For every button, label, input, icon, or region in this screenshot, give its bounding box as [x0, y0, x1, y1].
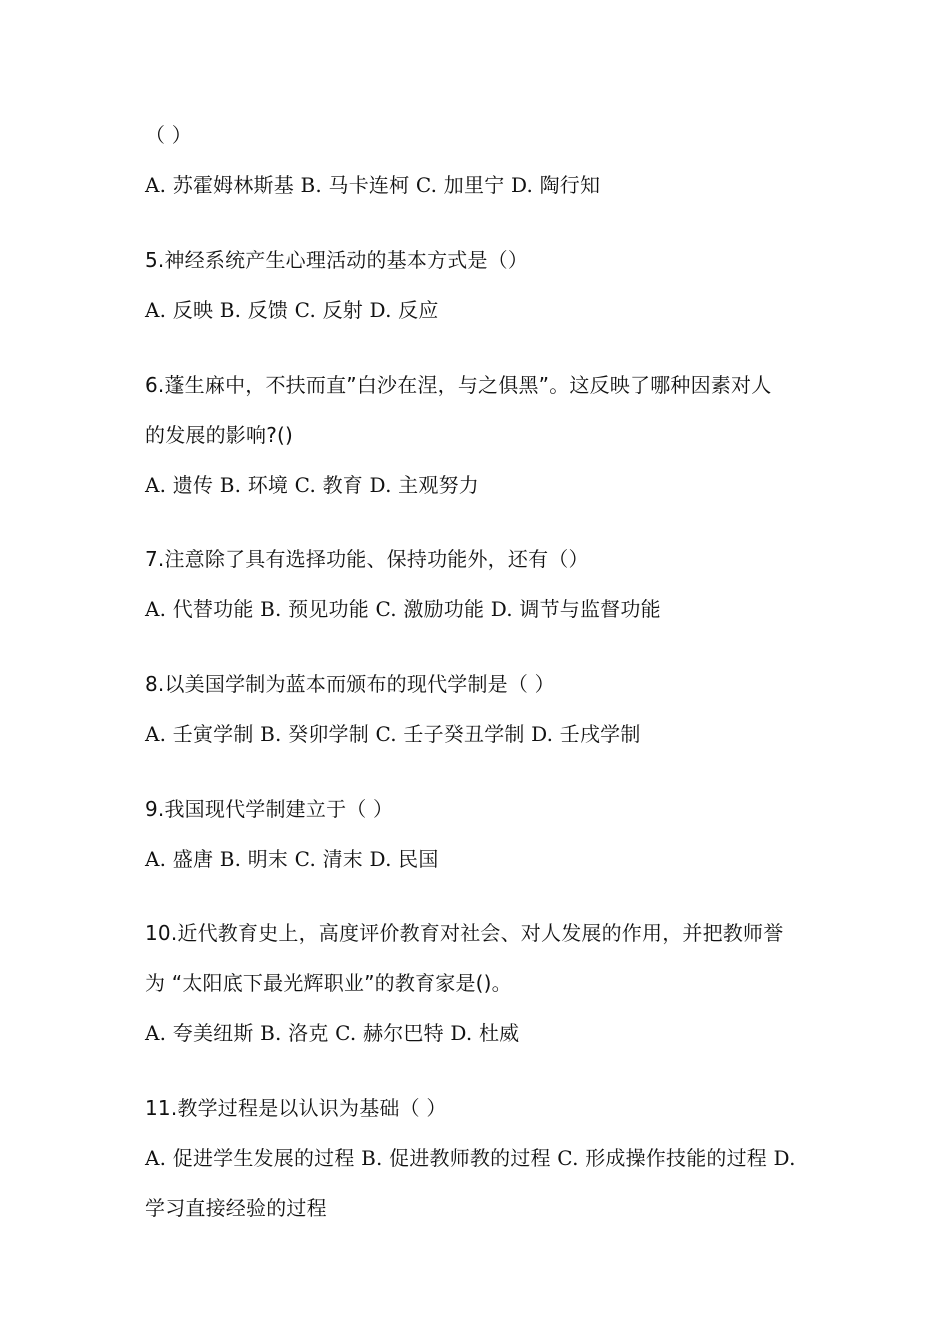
q6-stem-line-1: 6.蓬生麻中，不扶而直”白沙在涅，与之俱黑”。这反映了哪种因素对人 [145, 373, 772, 397]
q6-stem-line-2: 的发展的影响?() [145, 423, 294, 447]
q7-stem: 7.注意除了具有选择功能、保持功能外，还有（） [145, 547, 589, 571]
q11-options-line-1: A. 促进学生发展的过程 B. 促进教师教的过程 C. 形成操作技能的过程 D. [145, 1146, 796, 1170]
q10-stem-line-1: 10.近代教育史上，高度评价教育对社会、对人发展的作用，并把教师誉 [145, 921, 784, 945]
q5-options: A. 反映 B. 反馈 C. 反射 D. 反应 [145, 298, 439, 322]
q11-options-line-2: 学习直接经验的过程 [145, 1196, 327, 1220]
q10-stem-line-2: 为 “太阳底下最光辉职业”的教育家是()。 [145, 971, 512, 995]
q10-options: A. 夸美纽斯 B. 洛克 C. 赫尔巴特 D. 杜威 [145, 1021, 520, 1045]
q7-options: A. 代替功能 B. 预见功能 C. 激励功能 D. 调节与监督功能 [145, 597, 661, 621]
q4-options: A. 苏霍姆林斯基 B. 马卡连柯 C. 加里宁 D. 陶行知 [145, 173, 601, 197]
q5-stem: 5.神经系统产生心理活动的基本方式是（） [145, 248, 529, 272]
q6-options: A. 遗传 B. 环境 C. 教育 D. 主观努力 [145, 473, 479, 497]
q11-stem: 11.教学过程是以认识为基础（ ） [145, 1096, 447, 1120]
q8-options: A. 壬寅学制 B. 癸卯学制 C. 壬子癸丑学制 D. 壬戌学制 [145, 722, 641, 746]
q4-answer-paren: （ ） [145, 123, 192, 147]
q8-stem: 8.以美国学制为蓝本而颁布的现代学制是（ ） [145, 672, 555, 696]
q9-stem: 9.我国现代学制建立于（ ） [145, 797, 394, 821]
q9-options: A. 盛唐 B. 明末 C. 清末 D. 民国 [145, 847, 439, 871]
